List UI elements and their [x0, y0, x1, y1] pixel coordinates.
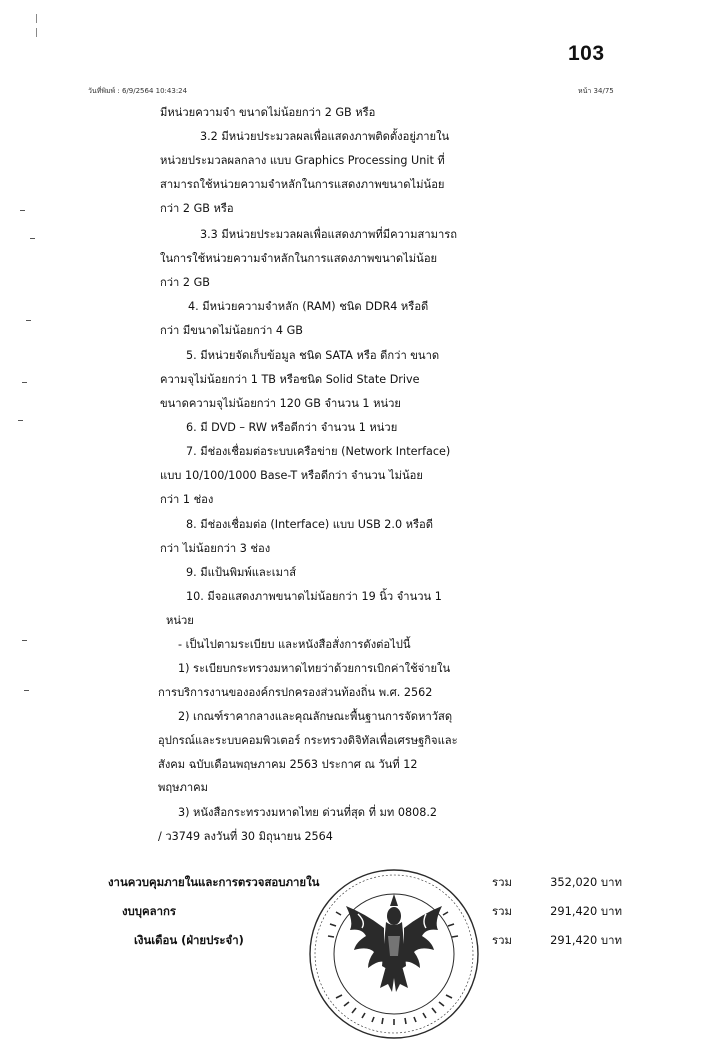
scan-mark [26, 320, 31, 321]
summary-category-label: งบบุคลากร [122, 904, 177, 918]
body-line: 5. มีหน่วยจัดเก็บข้อมูล ชนิด SATA หรือ ดีกว่า ขนาด [186, 349, 440, 362]
body-line: ขนาดความจุไม่น้อยกว่า 120 GB จำนวน 1 หน่วย [160, 397, 401, 410]
body-line: 7. มีช่องเชื่อมต่อระบบเครือข่าย (Network Interface) [186, 445, 451, 458]
body-line: กว่า มีขนาดไม่น้อยกว่า 4 GB [160, 324, 303, 337]
body-line: หน่วย [166, 614, 194, 627]
body-line: หน่วยประมวลผลกลาง แบบ Graphics Processing Unit ที่ [160, 154, 445, 167]
summary-amount: 291,420 บาท [550, 933, 622, 947]
summary-amount: 291,420 บาท [550, 904, 622, 918]
body-line: 3.3 มีหน่วยประมวลผลเพื่อแสดงภาพที่มีความสามารถ [200, 228, 458, 241]
body-line: การบริการงานขององค์กรปกครองส่วนท้องถิ่น พ.ศ. 2562 [158, 686, 433, 699]
body-line: แบบ 10/100/1000 Base-T หรือดีกว่า จำนวน ไม่น้อย [160, 469, 423, 482]
body-line: มีหน่วยความจำ ขนาดไม่น้อยกว่า 2 GB หรือ [160, 106, 376, 119]
body-line: พฤษภาคม [158, 781, 209, 794]
garuda-seal-icon [306, 866, 482, 1042]
page-number: 103 [568, 42, 605, 65]
body-line: 10. มีจอแสดงภาพขนาดไม่น้อยกว่า 19 นิ้ว จำนวน 1 [186, 590, 442, 603]
summary-amount: 352,020 บาท [550, 875, 622, 889]
body-line: กว่า 2 GB หรือ [160, 202, 234, 215]
summary-item-label: เงินเดือน (ฝ่ายประจำ) [134, 933, 244, 947]
body-line: / ว3749 ลงวันที่ 30 มิถุนายน 2564 [158, 830, 333, 843]
scan-mark [22, 382, 27, 383]
body-line: ในการใช้หน่วยความจำหลักในการแสดงภาพขนาดไม่น้อย [160, 252, 438, 265]
scan-mark [24, 690, 29, 691]
sheet-number: หน้า 34/75 [578, 87, 614, 95]
scan-mark [36, 28, 37, 37]
body-line: 3) หนังสือกระทรวงมหาดไทย ด่วนที่สุด ที่ มท 0808.2 [178, 806, 438, 819]
summary-total-label: รวม [492, 933, 513, 947]
scan-mark [36, 14, 37, 23]
scan-mark [30, 238, 35, 239]
body-line: กว่า 1 ช่อง [160, 493, 214, 506]
print-date: วันที่พิมพ์ : 6/9/2564 10:43:24 [88, 87, 188, 95]
body-line: 3.2 มีหน่วยประมวลผลเพื่อแสดงภาพติดตั้งอยู่ภายใน [200, 130, 450, 143]
body-line: - เป็นไปตามระเบียบ และหนังสือสั่งการดังต่อไปนี้ [178, 638, 411, 651]
body-line: กว่า ไม่น้อยกว่า 3 ช่อง [160, 542, 271, 555]
summary-total-label: รวม [492, 904, 513, 918]
summary-section-label: งานควบคุมภายในและการตรวจสอบภายใน [108, 875, 320, 889]
body-line: 9. มีแป้นพิมพ์และเมาส์ [186, 566, 297, 579]
body-line: สังคม ฉบับเดือนพฤษภาคม 2563 ประกาศ ณ วันที่ 12 [158, 758, 418, 771]
body-line: 8. มีช่องเชื่อมต่อ (Interface) แบบ USB 2.0 หรือดี [186, 518, 434, 531]
body-line: กว่า 2 GB [160, 276, 210, 289]
scan-mark [18, 420, 23, 421]
body-line: อุปกรณ์และระบบคอมพิวเตอร์ กระทรวงดิจิทัลเพื่อเศรษฐกิจและ [158, 734, 458, 747]
body-line: 6. มี DVD – RW หรือดีกว่า จำนวน 1 หน่วย [186, 421, 398, 434]
scan-mark [22, 640, 27, 641]
summary-total-label: รวม [492, 875, 513, 889]
body-line: 4. มีหน่วยความจำหลัก (RAM) ชนิด DDR4 หรือดี [188, 300, 429, 313]
body-line: 1) ระเบียบกระทรวงมหาดไทยว่าด้วยการเบิกค่าใช้จ่ายใน [178, 662, 451, 675]
body-line: 2) เกณฑ์ราคากลางและคุณลักษณะพื้นฐานการจัดหาวัสดุ [178, 710, 453, 723]
body-line: ความจุไม่น้อยกว่า 1 TB หรือชนิด Solid State Drive [160, 373, 420, 386]
scan-mark [20, 210, 25, 211]
body-line: สามารถใช้หน่วยความจำหลักในการแสดงภาพขนาดไม่น้อย [160, 178, 445, 191]
